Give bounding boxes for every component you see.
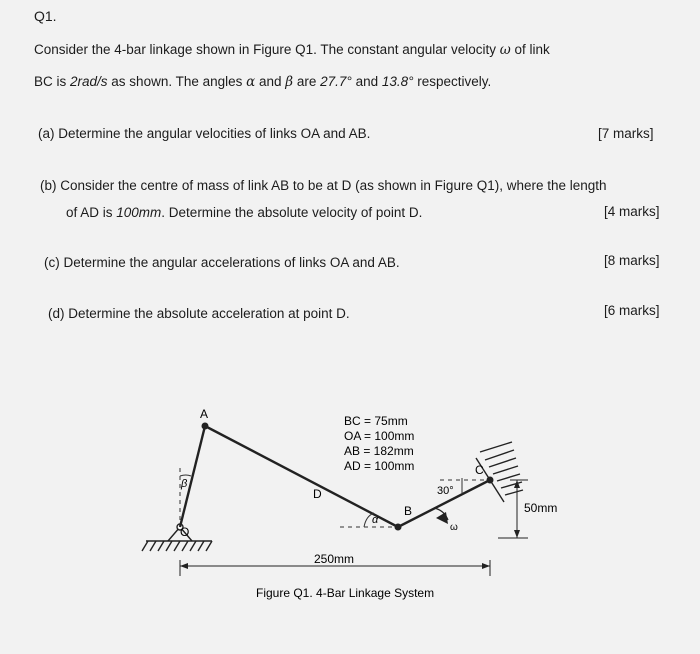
intro-line-2-end: respectively. <box>413 74 492 89</box>
dim-250-arrow-left <box>180 563 188 569</box>
intro-line-2-pre: BC is <box>34 74 71 89</box>
part-b-marks: [4 marks] <box>604 204 660 219</box>
dim-vertical-label: 50mm <box>524 501 558 515</box>
part-a-text: (a) Determine the angular velocities of links OA and AB. <box>38 126 371 141</box>
part-c-marks: [8 marks] <box>604 253 660 268</box>
part-d-marks: [6 marks] <box>604 303 660 318</box>
link-oa <box>180 426 205 527</box>
part-c-text: (c) Determine the angular accelerations of links OA and AB. <box>44 255 400 270</box>
ground-hatch <box>142 541 212 551</box>
omega-symbol: ω <box>499 42 511 58</box>
dim-oa: OA = 100mm <box>344 429 415 443</box>
part-b-line-1: (b) Consider the centre of mass of link AB to be at D (as shown in Figure Q1), where the length <box>40 178 607 193</box>
joint-b <box>395 524 402 531</box>
dim-ab: AB = 182mm <box>344 444 414 458</box>
label-b: B <box>404 504 413 518</box>
part-b-line-2-post: . Determine the absolute velocity of point D. <box>161 205 423 220</box>
label-beta: β <box>181 478 188 490</box>
beta-symbol: β <box>285 74 294 90</box>
alpha-symbol: α <box>246 74 256 90</box>
part-b-line-2-pre: of AD is <box>66 205 117 220</box>
intro-line-2-mid2: and <box>255 74 286 89</box>
intro-line-2-mid3: are <box>293 74 321 89</box>
label-omega: ω <box>450 522 458 533</box>
omega-value: 2rad/s <box>70 74 108 89</box>
dim-bc: BC = 75mm <box>344 414 408 428</box>
question-number: Q1. <box>34 8 57 24</box>
beta-value: 13.8° <box>381 74 414 89</box>
beta-arc <box>180 475 191 476</box>
joint-a <box>202 423 209 430</box>
omega-arrowhead <box>436 512 448 524</box>
intro-line-1-post: of link <box>510 42 550 57</box>
label-o: O <box>180 525 190 539</box>
label-a: A <box>200 407 209 421</box>
figure-caption: Figure Q1. 4-Bar Linkage System <box>256 586 435 600</box>
part-b-ad-length: 100mm <box>116 205 162 220</box>
part-d-text: (d) Determine the absolute acceleration at point D. <box>48 306 350 321</box>
dim-horizontal-label: 250mm <box>314 552 355 566</box>
intro-line-2-mid4: and <box>351 74 382 89</box>
dim-50-arrow-bottom <box>514 530 520 538</box>
dim-250-arrow-right <box>482 563 490 569</box>
intro-line-1-pre: Consider the 4-bar linkage shown in Figure Q1. The constant angular velocity <box>34 42 500 57</box>
label-angle-30: 30° <box>437 485 454 497</box>
alpha-value: 27.7° <box>320 74 352 89</box>
label-c: C <box>475 463 484 477</box>
label-alpha: α <box>372 514 379 526</box>
label-d: D <box>313 487 322 501</box>
part-a-marks: [7 marks] <box>598 126 654 141</box>
dim-ad: AD = 100mm <box>344 459 415 473</box>
intro-line-2-mid1: as shown. The angles <box>107 74 247 89</box>
